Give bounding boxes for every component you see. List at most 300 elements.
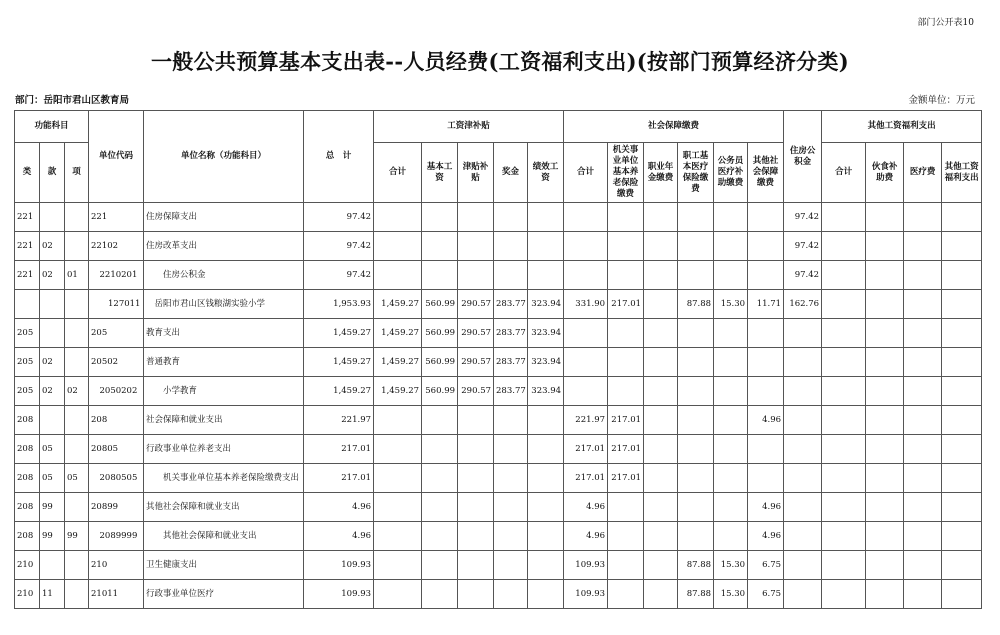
cell-lei: 208 <box>15 493 40 522</box>
cell-kuan: 02 <box>40 377 65 406</box>
cell-w-perf <box>528 261 564 290</box>
cell-w-sum <box>374 203 422 232</box>
cell-s-medical: 87.88 <box>678 580 714 609</box>
cell-name: 普通教育 <box>144 348 304 377</box>
cell-xiang <box>65 319 89 348</box>
cell-w-perf: 323.94 <box>528 290 564 319</box>
cell-w-bonus <box>494 493 528 522</box>
cell-o-sum <box>822 290 866 319</box>
cell-o-med <box>904 493 942 522</box>
cell-xiang: 01 <box>65 261 89 290</box>
cell-lei: 210 <box>15 580 40 609</box>
cell-w-perf <box>528 464 564 493</box>
cell-s-civil <box>714 203 748 232</box>
cell-s-civil <box>714 464 748 493</box>
cell-lei: 208 <box>15 522 40 551</box>
cell-s-civil <box>714 319 748 348</box>
header-func-subject: 功能科目 <box>15 111 89 143</box>
cell-w-perf <box>528 232 564 261</box>
cell-code: 2089999 <box>89 522 144 551</box>
cell-s-civil: 15.30 <box>714 551 748 580</box>
cell-code: 221 <box>89 203 144 232</box>
cell-s-pension: 217.01 <box>608 464 644 493</box>
header-basic-wage: 基本工资 <box>422 143 458 203</box>
cell-s-sum <box>564 319 608 348</box>
cell-s-sum <box>564 232 608 261</box>
cell-s-annuity <box>644 203 678 232</box>
cell-s-medical <box>678 522 714 551</box>
cell-w-bonus <box>494 261 528 290</box>
cell-kuan: 02 <box>40 261 65 290</box>
department-label: 部门：岳阳市君山区教育局 <box>15 95 130 106</box>
cell-code: 127011 <box>89 290 144 319</box>
cell-o-sum <box>822 406 866 435</box>
cell-o-other <box>942 493 982 522</box>
cell-w-bonus: 283.77 <box>494 348 528 377</box>
cell-w-basic <box>422 232 458 261</box>
cell-o-med <box>904 290 942 319</box>
cell-o-med <box>904 377 942 406</box>
cell-o-other <box>942 261 982 290</box>
table-row <box>15 348 982 377</box>
header-annuity: 职业年金缴费 <box>644 143 678 203</box>
header-lei: 类 <box>15 143 40 203</box>
cell-kuan: 05 <box>40 435 65 464</box>
cell-o-sum <box>822 319 866 348</box>
cell-s-annuity <box>644 261 678 290</box>
cell-s-sum <box>564 261 608 290</box>
header-allowance: 津贴补贴 <box>458 143 494 203</box>
header-other-social: 其他社会保障缴费 <box>748 143 784 203</box>
header-other-welfare: 其他工资福利支出 <box>942 143 982 203</box>
cell-name: 行政事业单位医疗 <box>144 580 304 609</box>
cell-o-food <box>866 464 904 493</box>
cell-xiang: 05 <box>65 464 89 493</box>
cell-o-med <box>904 348 942 377</box>
cell-w-basic: 560.99 <box>422 348 458 377</box>
cell-w-bonus: 283.77 <box>494 319 528 348</box>
cell-s-pension <box>608 319 644 348</box>
cell-w-allow <box>458 464 494 493</box>
header-other-sum: 合计 <box>822 143 866 203</box>
cell-s-medical <box>678 232 714 261</box>
cell-w-sum <box>374 232 422 261</box>
header-performance: 绩效工资 <box>528 143 564 203</box>
cell-housing <box>784 522 822 551</box>
table-row <box>15 232 982 261</box>
cell-s-annuity <box>644 435 678 464</box>
cell-code: 205 <box>89 319 144 348</box>
cell-s-pension: 217.01 <box>608 435 644 464</box>
cell-kuan <box>40 290 65 319</box>
cell-s-sum: 109.93 <box>564 580 608 609</box>
cell-s-civil <box>714 348 748 377</box>
cell-total: 1,459.27 <box>304 319 374 348</box>
cell-s-civil: 15.30 <box>714 290 748 319</box>
cell-o-med <box>904 232 942 261</box>
cell-s-civil <box>714 232 748 261</box>
cell-housing <box>784 319 822 348</box>
cell-s-other: 6.75 <box>748 580 784 609</box>
cell-lei: 210 <box>15 551 40 580</box>
cell-w-allow <box>458 580 494 609</box>
cell-s-annuity <box>644 406 678 435</box>
header-pension: 机关事业单位基本养老保险缴费 <box>608 143 644 203</box>
cell-s-sum <box>564 203 608 232</box>
cell-s-other <box>748 232 784 261</box>
cell-w-perf <box>528 580 564 609</box>
cell-s-annuity <box>644 232 678 261</box>
table-row <box>15 522 982 551</box>
table-row <box>15 203 982 232</box>
amount-unit-label: 金额单位：万元 <box>908 95 975 106</box>
cell-w-sum: 1,459.27 <box>374 319 422 348</box>
budget-table <box>14 110 982 609</box>
cell-o-sum <box>822 435 866 464</box>
cell-s-civil <box>714 406 748 435</box>
cell-w-bonus <box>494 435 528 464</box>
cell-w-allow: 290.57 <box>458 348 494 377</box>
header-medical-fee: 医疗费 <box>904 143 942 203</box>
cell-s-medical <box>678 464 714 493</box>
cell-w-sum <box>374 406 422 435</box>
cell-s-civil <box>714 377 748 406</box>
cell-s-sum: 217.01 <box>564 464 608 493</box>
cell-xiang <box>65 406 89 435</box>
cell-code: 2080505 <box>89 464 144 493</box>
cell-s-sum: 109.93 <box>564 551 608 580</box>
table-row <box>15 406 982 435</box>
cell-s-pension <box>608 551 644 580</box>
cell-w-allow <box>458 522 494 551</box>
cell-w-bonus <box>494 406 528 435</box>
cell-total: 4.96 <box>304 522 374 551</box>
cell-s-sum: 4.96 <box>564 522 608 551</box>
cell-w-allow: 290.57 <box>458 377 494 406</box>
table-row <box>15 435 982 464</box>
cell-code: 2050202 <box>89 377 144 406</box>
cell-o-med <box>904 464 942 493</box>
cell-housing: 97.42 <box>784 261 822 290</box>
cell-s-medical: 87.88 <box>678 551 714 580</box>
cell-s-medical <box>678 203 714 232</box>
cell-w-perf: 323.94 <box>528 319 564 348</box>
cell-lei: 208 <box>15 435 40 464</box>
cell-s-sum: 221.97 <box>564 406 608 435</box>
cell-s-sum <box>564 348 608 377</box>
cell-w-bonus <box>494 551 528 580</box>
cell-o-sum <box>822 464 866 493</box>
cell-name: 其他社会保障和就业支出 <box>144 522 304 551</box>
cell-w-bonus <box>494 580 528 609</box>
cell-w-basic <box>422 551 458 580</box>
cell-housing <box>784 348 822 377</box>
cell-o-sum <box>822 203 866 232</box>
cell-s-medical <box>678 406 714 435</box>
header-total: 总 计 <box>304 111 374 203</box>
cell-total: 109.93 <box>304 580 374 609</box>
cell-housing <box>784 493 822 522</box>
cell-s-pension <box>608 580 644 609</box>
cell-o-sum <box>822 522 866 551</box>
cell-o-other <box>942 406 982 435</box>
cell-lei: 221 <box>15 232 40 261</box>
cell-lei: 205 <box>15 377 40 406</box>
cell-s-other <box>748 464 784 493</box>
cell-xiang <box>65 232 89 261</box>
cell-o-other <box>942 580 982 609</box>
cell-w-perf <box>528 203 564 232</box>
cell-w-bonus <box>494 464 528 493</box>
cell-o-other <box>942 522 982 551</box>
cell-housing: 97.42 <box>784 232 822 261</box>
cell-total: 97.42 <box>304 232 374 261</box>
cell-s-civil <box>714 261 748 290</box>
cell-w-bonus <box>494 232 528 261</box>
cell-s-sum: 4.96 <box>564 493 608 522</box>
cell-o-med <box>904 522 942 551</box>
cell-total: 217.01 <box>304 464 374 493</box>
cell-s-annuity <box>644 493 678 522</box>
cell-s-pension <box>608 522 644 551</box>
cell-total: 217.01 <box>304 435 374 464</box>
cell-o-food <box>866 551 904 580</box>
cell-kuan <box>40 551 65 580</box>
cell-w-sum <box>374 551 422 580</box>
cell-code: 20502 <box>89 348 144 377</box>
cell-s-other: 11.71 <box>748 290 784 319</box>
cell-xiang <box>65 290 89 319</box>
cell-o-food <box>866 261 904 290</box>
cell-housing: 97.42 <box>784 203 822 232</box>
cell-o-food <box>866 319 904 348</box>
cell-s-annuity <box>644 551 678 580</box>
cell-lei: 208 <box>15 464 40 493</box>
cell-o-sum <box>822 377 866 406</box>
cell-o-other <box>942 348 982 377</box>
cell-w-allow <box>458 203 494 232</box>
form-number: 部门公开表10 <box>917 18 974 28</box>
header-wage-sum: 合计 <box>374 143 422 203</box>
cell-housing <box>784 377 822 406</box>
cell-s-medical <box>678 435 714 464</box>
cell-s-medical <box>678 319 714 348</box>
cell-lei: 221 <box>15 261 40 290</box>
cell-s-annuity <box>644 580 678 609</box>
cell-w-perf <box>528 551 564 580</box>
cell-name: 卫生健康支出 <box>144 551 304 580</box>
cell-kuan: 99 <box>40 493 65 522</box>
cell-o-med <box>904 203 942 232</box>
cell-o-other <box>942 464 982 493</box>
cell-xiang <box>65 551 89 580</box>
cell-w-bonus: 283.77 <box>494 290 528 319</box>
cell-s-pension <box>608 203 644 232</box>
cell-o-sum <box>822 580 866 609</box>
cell-name: 教育支出 <box>144 319 304 348</box>
cell-w-sum <box>374 435 422 464</box>
cell-kuan <box>40 406 65 435</box>
cell-w-basic <box>422 203 458 232</box>
table-row <box>15 261 982 290</box>
cell-s-civil: 15.30 <box>714 580 748 609</box>
cell-w-allow: 290.57 <box>458 319 494 348</box>
cell-xiang: 99 <box>65 522 89 551</box>
cell-w-allow <box>458 406 494 435</box>
cell-o-other <box>942 232 982 261</box>
table-row <box>15 377 982 406</box>
cell-o-med <box>904 261 942 290</box>
header-unit-code: 单位代码 <box>89 111 144 203</box>
header-food: 伙食补助费 <box>866 143 904 203</box>
cell-s-annuity <box>644 377 678 406</box>
cell-w-basic: 560.99 <box>422 290 458 319</box>
cell-s-medical: 87.88 <box>678 290 714 319</box>
cell-o-food <box>866 203 904 232</box>
cell-s-other: 6.75 <box>748 551 784 580</box>
cell-w-basic <box>422 406 458 435</box>
cell-s-pension <box>608 377 644 406</box>
cell-o-sum <box>822 261 866 290</box>
cell-o-sum <box>822 348 866 377</box>
header-civil-medical: 公务员医疗补助缴费 <box>714 143 748 203</box>
cell-w-allow: 290.57 <box>458 290 494 319</box>
cell-w-basic <box>422 493 458 522</box>
cell-kuan: 99 <box>40 522 65 551</box>
cell-s-annuity <box>644 348 678 377</box>
header-bonus: 奖金 <box>494 143 528 203</box>
cell-s-other <box>748 261 784 290</box>
cell-w-bonus <box>494 522 528 551</box>
cell-s-civil <box>714 522 748 551</box>
cell-name: 小学教育 <box>144 377 304 406</box>
cell-w-perf <box>528 493 564 522</box>
cell-s-sum: 331.90 <box>564 290 608 319</box>
cell-w-basic <box>422 580 458 609</box>
cell-o-other <box>942 290 982 319</box>
header-kuan: 款 <box>40 143 65 203</box>
cell-xiang <box>65 580 89 609</box>
cell-w-perf: 323.94 <box>528 377 564 406</box>
cell-total: 1,459.27 <box>304 348 374 377</box>
cell-kuan: 02 <box>40 348 65 377</box>
table-row <box>15 464 982 493</box>
cell-name: 其他社会保障和就业支出 <box>144 493 304 522</box>
cell-s-other: 4.96 <box>748 493 784 522</box>
cell-s-annuity <box>644 290 678 319</box>
table-body <box>15 203 982 609</box>
cell-s-annuity <box>644 464 678 493</box>
cell-o-food <box>866 406 904 435</box>
cell-s-other <box>748 319 784 348</box>
cell-s-sum: 217.01 <box>564 435 608 464</box>
cell-total: 4.96 <box>304 493 374 522</box>
cell-kuan: 11 <box>40 580 65 609</box>
cell-s-medical <box>678 377 714 406</box>
cell-kuan <box>40 319 65 348</box>
cell-w-basic: 560.99 <box>422 377 458 406</box>
cell-lei <box>15 290 40 319</box>
cell-o-other <box>942 551 982 580</box>
cell-o-other <box>942 319 982 348</box>
cell-o-other <box>942 377 982 406</box>
cell-xiang <box>65 435 89 464</box>
cell-s-pension: 217.01 <box>608 406 644 435</box>
header-unit-name: 单位名称（功能科目） <box>144 111 304 203</box>
cell-w-allow <box>458 435 494 464</box>
cell-w-sum: 1,459.27 <box>374 377 422 406</box>
header-housing: 住房公积金 <box>784 111 822 203</box>
cell-o-food <box>866 348 904 377</box>
cell-w-allow <box>458 551 494 580</box>
cell-name: 社会保障和就业支出 <box>144 406 304 435</box>
cell-code: 208 <box>89 406 144 435</box>
cell-housing: 162.76 <box>784 290 822 319</box>
cell-w-sum <box>374 580 422 609</box>
cell-w-perf <box>528 406 564 435</box>
cell-w-basic <box>422 464 458 493</box>
cell-name: 住房公积金 <box>144 261 304 290</box>
cell-o-food <box>866 493 904 522</box>
cell-s-pension: 217.01 <box>608 290 644 319</box>
cell-housing <box>784 406 822 435</box>
cell-s-civil <box>714 493 748 522</box>
cell-s-medical <box>678 348 714 377</box>
cell-s-pension <box>608 493 644 522</box>
cell-lei: 205 <box>15 319 40 348</box>
cell-s-other <box>748 203 784 232</box>
header-social-group: 社会保障缴费 <box>564 111 784 143</box>
cell-total: 97.42 <box>304 261 374 290</box>
cell-kuan: 02 <box>40 232 65 261</box>
cell-name: 住房改革支出 <box>144 232 304 261</box>
cell-s-other: 4.96 <box>748 406 784 435</box>
cell-s-pension <box>608 348 644 377</box>
cell-w-basic <box>422 435 458 464</box>
cell-w-sum <box>374 261 422 290</box>
cell-w-basic <box>422 522 458 551</box>
cell-xiang: 02 <box>65 377 89 406</box>
cell-code: 21011 <box>89 580 144 609</box>
cell-w-allow <box>458 493 494 522</box>
cell-w-sum <box>374 522 422 551</box>
cell-xiang <box>65 203 89 232</box>
cell-w-allow <box>458 232 494 261</box>
table-row <box>15 290 982 319</box>
cell-o-med <box>904 435 942 464</box>
cell-o-med <box>904 319 942 348</box>
cell-w-basic <box>422 261 458 290</box>
cell-s-medical <box>678 493 714 522</box>
cell-code: 2210201 <box>89 261 144 290</box>
table-row <box>15 319 982 348</box>
header-social-sum: 合计 <box>564 143 608 203</box>
header-medical: 职工基本医疗保险缴费 <box>678 143 714 203</box>
cell-lei: 208 <box>15 406 40 435</box>
cell-code: 22102 <box>89 232 144 261</box>
cell-code: 20899 <box>89 493 144 522</box>
cell-housing <box>784 580 822 609</box>
cell-total: 97.42 <box>304 203 374 232</box>
cell-lei: 205 <box>15 348 40 377</box>
cell-name: 住房保障支出 <box>144 203 304 232</box>
cell-kuan <box>40 203 65 232</box>
cell-s-other <box>748 377 784 406</box>
header-other-group: 其他工资福利支出 <box>822 111 982 143</box>
cell-total: 1,953.93 <box>304 290 374 319</box>
cell-name: 行政事业单位养老支出 <box>144 435 304 464</box>
cell-housing <box>784 551 822 580</box>
